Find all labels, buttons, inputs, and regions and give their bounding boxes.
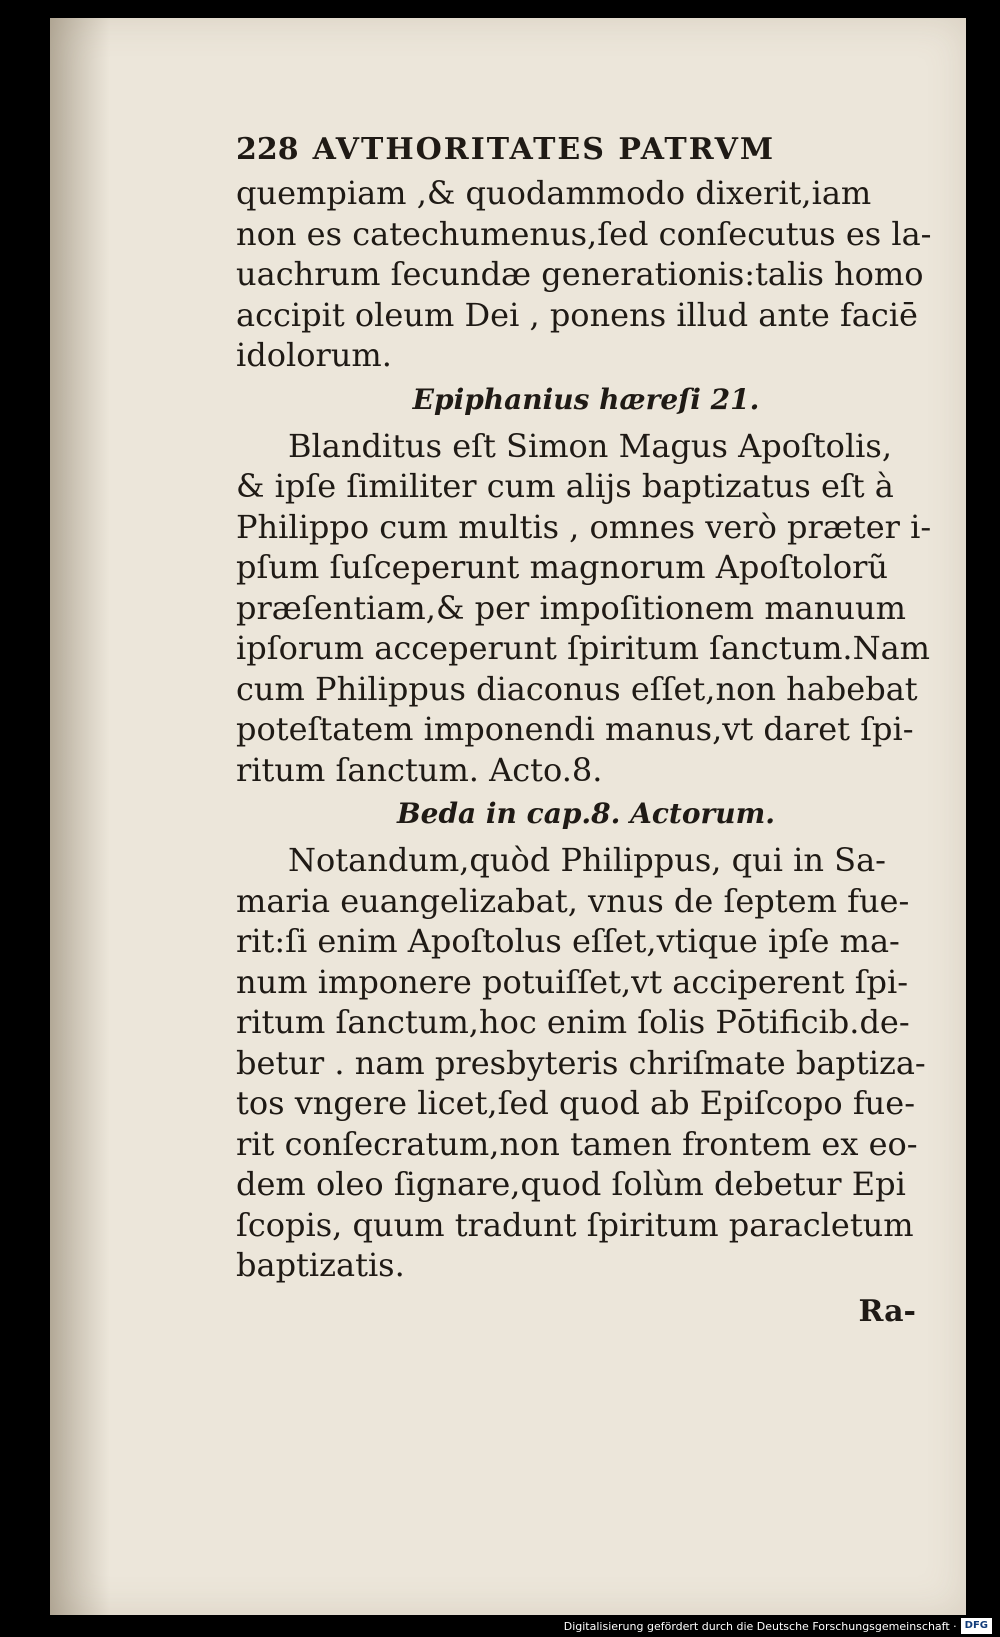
text-line: rit:ſi enim Apoſtolus eſſet,vtique ipſe ma-: [236, 922, 900, 960]
text-line: poteſtatem imponendi manus,vt daret ſpi-: [236, 710, 914, 748]
text-line: betur . nam presbyteris chriſmate baptiza-: [236, 1043, 926, 1082]
text-line: & ipſe ſimiliter cum alijs baptizatus eſt à: [236, 467, 894, 505]
text-line: ſcopis, quum tradunt ſpiritum paracletum: [236, 1205, 914, 1244]
text-line: num imponere potuiſſet,vt acciperent ſpi-: [236, 962, 909, 1001]
text-line: rit conſecratum,non tamen frontem ex eo-: [236, 1124, 918, 1163]
footer-credit: Digitalisierung gefördert durch die Deutsche Forschungsgemeinschaft ·: [563, 1619, 957, 1633]
text-line: accipit oleum Dei , ponens illud ante faciē: [236, 295, 918, 334]
paragraph-3: [236, 840, 936, 1286]
text-line: Notandum,quòd Philippus, qui in Sa-: [288, 841, 886, 879]
page-number: 228: [236, 132, 299, 167]
section-heading-beda: Beda in cap.8. Actorum.: [396, 797, 776, 830]
text-line: Philippo cum multis , omnes verò præter i-: [236, 507, 932, 546]
dfg-logo: DFG: [961, 1618, 992, 1634]
text-line: tos vngere licet,ſed quod ab Epiſcopo fue-: [236, 1084, 916, 1122]
text-line: maria euangelizabat, vnus de ſeptem fue-: [236, 881, 910, 920]
page-fold-shadow: [50, 18, 110, 1615]
text-line: baptizatis.: [236, 1246, 405, 1284]
text-line: dem oleo ſignare,quod ſolùm debetur Epi: [236, 1165, 906, 1203]
text-line: non es catechumenus,ſed conſecutus es la-: [236, 214, 932, 253]
catchword: Ra-: [858, 1293, 916, 1329]
paragraph-1: [236, 173, 936, 376]
running-title: AVTHORITATES PATRVM: [312, 132, 776, 167]
text-line: præſentiam,& per impoſitionem manuum: [236, 588, 906, 627]
text-line: ipſorum acceperunt ſpiritum ſanctum.Nam: [236, 629, 931, 667]
text-line: pſum ſuſceperunt magnorum Apoſtolorũ: [236, 548, 889, 586]
running-header: [236, 132, 936, 167]
text-block: [236, 132, 936, 1329]
text-line: quempiam ,& quodammodo dixerit,iam: [236, 174, 872, 212]
text-line: ritum ſanctum. Acto.8.: [236, 750, 603, 789]
text-line: idolorum.: [236, 336, 392, 374]
paragraph-2: [236, 426, 936, 791]
text-line: uachrum ſecundæ generationis:talis homo: [236, 255, 924, 293]
text-line: Blanditus eſt Simon Magus Apoſtolis,: [288, 426, 892, 465]
text-line: cum Philippus diaconus eſſet,non habebat: [236, 669, 918, 708]
text-line: ritum ſanctum,hoc enim ſolis Pōtificib.de-: [236, 1003, 910, 1041]
section-heading-epiphanius: Epiphanius hæreſi 21.: [412, 382, 760, 416]
digitization-footer: [564, 1617, 992, 1635]
